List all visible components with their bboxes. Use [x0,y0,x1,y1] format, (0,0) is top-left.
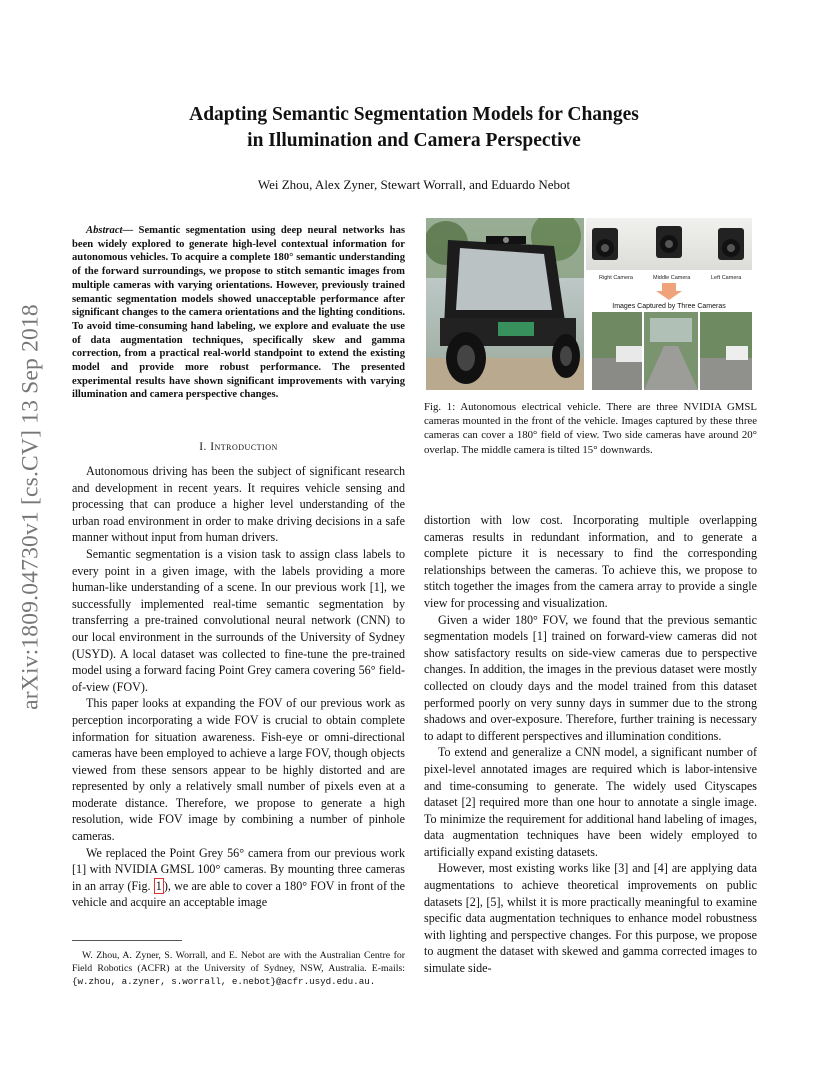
paper-title [80,102,748,154]
intro-paragraph: This paper looks at expanding the FOV of our previous work as perception incorporating a wide FOV is crucial to obtain complete information for situation awareness. Fish-eye or omni-directional cameras have been employed to achieve a large FOV, though objects viewed from these sensors appear to be highly distorted and are represented by only a relatively small number of pixels even at a moderate distance. Therefore, we propose to generate a high resolution, wide FOV image by combining a number of pinhole cameras. [72,696,405,844]
title-line-1: Adapting Semantic Segmentation Models for Changes [189,104,639,125]
captured-images [592,312,752,390]
right-paragraph: However, most existing works like [3] and [4] are applying data augmentations to achieve theoretical improvements on public datasets [2], [5], whilst it is more practically meaningful to examine specific data augmentation techniques to enhance model robustness with lighting and perspective changes. For this purpose, we propose to augment the dataset with skewed and gamma corrected images to simulate side- [424,861,757,976]
figure-ref-link[interactable]: 1 [155,878,162,893]
abstract-label: Abstract [86,225,123,236]
section-heading: I. Introduction [199,441,278,453]
footnote-rule [72,940,182,941]
figure-caption: Fig. 1: Autonomous electrical vehicle. There are three NVIDIA GMSL cameras mounted in the front of the vehicle. Images captured by these three cameras can cover a 180° field of view. Two side cameras have around 20° overlap. The middle camera is tilted 15° downwards. [424,401,757,456]
right-paragraph: To extend and generalize a CNN model, a significant number of pixel-level annotated images are required which is labor-intensive and time-consuming to generate. The widely used Cityscapes dataset [2] required more than one hour to annotate a single image. To minimize the requirement for additional hand labeling of images, data augmentation techniques have been widely employed to artificially expand existing datasets. [424,745,757,859]
arxiv-stamp [8,248,54,766]
authors: Wei Zhou, Alex Zyner, Stewart Worrall, and Eduardo Nebot [257,177,571,192]
intro-paragraph: Semantic segmentation is a vision task to assign class labels to every point in a given image, with the labels providing a more human-like understanding of a scene. In our previous work [1], we successfully implemented real-time semantic segmentation by transferring a pre-trained convolutional neural network (CNN) to our local environment in the surrounds of the University of Sydney (USYD). A local dataset was collected to fine-tune the pre-trained model using a forward facing Point Grey camera covering 56° field-of-view (FOV). [72,546,405,694]
arxiv-stamp-text: arXiv:1809.04730v1 [cs.CV] 13 Sep 2018 [17,304,44,710]
down-arrow-icon [656,283,682,300]
abstract [72,224,405,402]
right-paragraph: distortion with low cost. Incorporating multiple overlapping cameras results in redundant information, and to generate a complete picture it is necessary to find the corresponding relationships between the cameras. To achieve this, we propose to stitch together the images from the camera array to provide a single view for processing and visualization. [424,513,757,610]
introduction-body [72,463,405,911]
abstract-text: — Semantic segmentation using deep neural networks has been widely explored to generate high-level contextual information for autonomous vehicles. To acquire a complete 180° semantic understanding of the forward surroundings, we propose to stitch semantic images from multiple cameras with varying orientations. However, previously trained semantic segmentation models showed unacceptable performance after significant changes to the camera orientations and the lighting conditions. To avoid time-consuming hand labeling, we explore and evaluate the use of data augmentation techniques, specifically skew and gamma correction, from a practical real-world standpoint to extend the existing model and provide more robust performance. The presented experimental results have shown significant improvements with varying illumination and camera perspective changes. [72,225,405,401]
label-left-camera: Left Camera [711,275,742,281]
label-middle-camera: Middle Camera [653,275,691,281]
right-paragraph: Given a wider 180° FOV, we found that the previous semantic segmentation models [1] trained on forward-view cameras did not show satisfactory results on side-view cameras due to perspective changes. In addition, the images in the previous dataset were mostly collected on cloudy days and the model trained from this dataset performed poorly on very sunny days in summer due to the strong shadows and over-exposure. Therefore, further training is necessary to adapt to different perspectives and illumination conditions. [424,612,757,743]
footnote-text: W. Zhou, A. Zyner, S. Worrall, and E. Nebot are with the Australian Centre for Field Robotics (ACFR) at the University of Sydney, NSW, Australia. E-mails: [72,950,405,974]
label-images-captured: Images Captured by Three Cameras [612,303,726,310]
intro-paragraph: Autonomous driving has been the subject of significant research and development in recent years. It requires vehicle sensing and processing that can produce a higher level understanding of the urban road environment in order to make driving decisions in a safe manner without input from human drivers. [72,464,405,545]
camera-array-photo [586,218,752,270]
footnote-emails: {w.zhou, a.zyner, s.worrall, e.nebot}@acfr.usyd.edu.au. [72,976,376,987]
title-line-2: in Illumination and Camera Perspective [247,130,581,151]
footnote [72,949,405,988]
intro-p4-text: We replaced the Point Grey 56° camera from our previous work [1] with NVIDIA GMSL 100° cameras. By mounting three cameras in an array (Fig. [72,845,405,893]
intro-p4-text: ), we are able to cover a 180° FOV in front of the vehicle and acquire an acceptable image [72,878,406,910]
vehicle-photo [426,218,584,390]
right-column-body [424,512,757,977]
figure-1-image [426,218,752,390]
intro-paragraph [72,845,405,911]
label-right-camera: Right Camera [599,275,633,281]
